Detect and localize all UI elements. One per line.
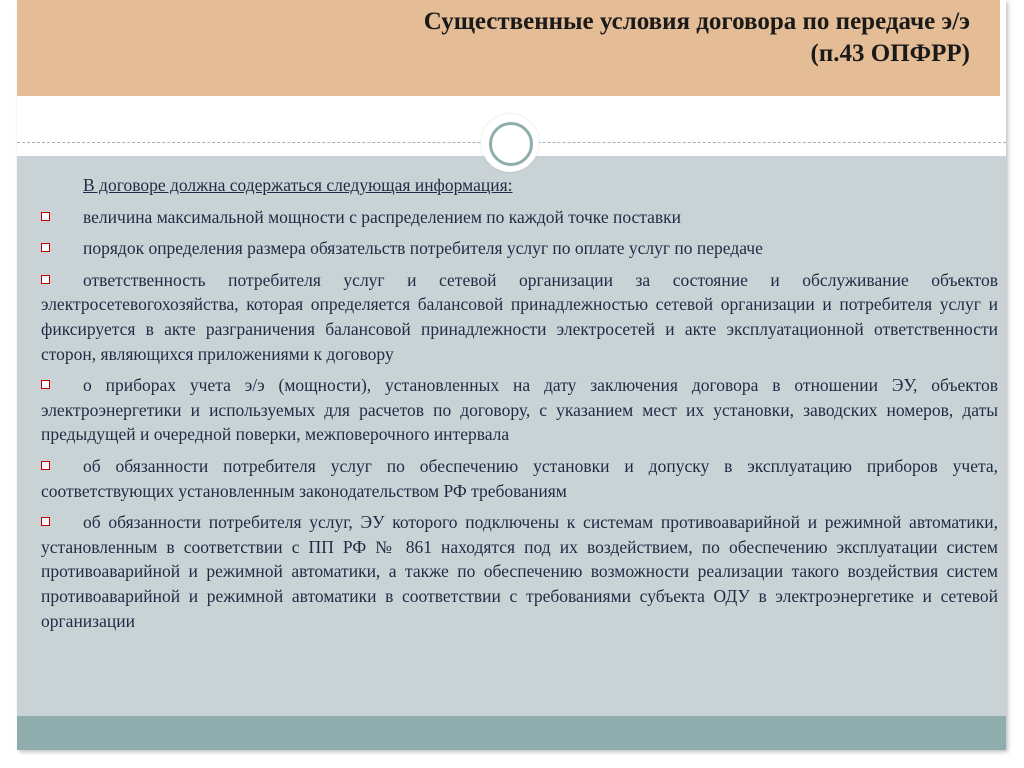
hollow-square-bullet-icon xyxy=(41,212,50,221)
list-item-text: о приборах учета э/э (мощности), установленных на дату заключения договора в отношении ЭУ, объектов электроэнергетики и используемых для расчетов по договору, с указанием мест их установки, заводских номеров, даты предыдущей и очередной поверки, межповерочного интервала xyxy=(41,375,998,445)
hollow-square-bullet-icon xyxy=(41,461,50,470)
ring-ornament-inner-icon xyxy=(489,122,533,166)
slide-title xyxy=(70,6,970,70)
hollow-square-bullet-icon xyxy=(41,517,50,526)
list-item xyxy=(41,205,998,230)
hollow-square-bullet-icon xyxy=(41,275,50,284)
list-item-text: ответственность потребителя услуг и сетевой организации за состояние и обслуживание объектов электросетевогохозяйства, которая определяется балансовой принадлежностью сетевой организации и потребителя услуг и фиксируется в акте разграничения балансовой принадлежности электросетей и акте эксплуатационной ответственности сторон, являющихся приложениями к договору xyxy=(41,269,998,364)
list-item xyxy=(41,454,998,503)
title-line-1: Существенные условия договора по передаче э/э xyxy=(423,8,970,35)
footer-band xyxy=(17,716,1006,750)
title-band-edge xyxy=(1000,0,1006,96)
list-item-text: порядок определения размера обязательств потребителя услуг по оплате услуг по передаче xyxy=(83,238,763,259)
hollow-square-bullet-icon xyxy=(41,243,50,252)
hollow-square-bullet-icon xyxy=(41,380,50,389)
list-item xyxy=(41,373,998,447)
list-item xyxy=(41,510,998,633)
title-band xyxy=(17,0,1000,96)
list-item-text: об обязанности потребителя услуг по обеспечению установки и допуску в эксплуатацию приборов учета, соответствующих установленным законодательством РФ требованиям xyxy=(41,455,998,501)
title-line-2: (п.43 ОПФРР) xyxy=(810,40,970,67)
list-item-text: об обязанности потребителя услуг, ЭУ которого подключены к системам противоаварийной и режимной автоматики, установленным в соответствии с ПП РФ № 861 находятся под их воздействием, по обеспечению эксплуатации систем противоаварийной и режимной автоматики, а также по обеспечению возможности реализации такого воздействия систем противоаварийной и режимной автоматики в соответствии с требованиями субъекта ОДУ в электроэнергетике и сетевой организации xyxy=(41,512,998,631)
intro-text: В договоре должна содержаться следующая информация: xyxy=(83,175,513,195)
list-item xyxy=(41,268,998,366)
slide-content xyxy=(41,173,998,640)
list-item xyxy=(41,236,998,261)
list-item-text: величина максимальной мощности с распределением по каждой точке поставки xyxy=(83,206,682,227)
